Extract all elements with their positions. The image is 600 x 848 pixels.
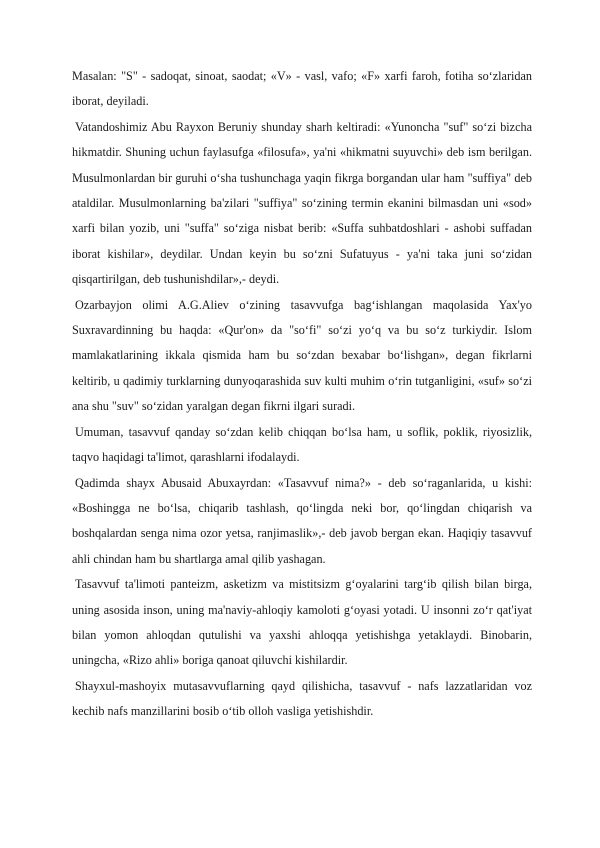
paragraph: Masalan: "S" - sadoqat, sinoat, saodat; «V» - vasl, vafo; «F» xarfi faroh, fotiha so‘zlaridan iborat, deyiladi.: [72, 69, 532, 109]
body-text: [72, 64, 532, 725]
paragraph: Vatandoshimiz Abu Rayxon Beruniy shunday sharh keltiradi: «Yunoncha "suf" so‘zi bizcha hikmatdir. Shuning uchun faylasufga «filosufa», ya'ni «hikmatni suyuvchi» deb ism berilgan. Musulmonlardan bir guruhi o‘sha tushunchaga yaqin fikrga borgandan ular ham "suffiya" deb ataldilar. Musulmonlarning ba'zilari "suffiya" so‘zining termin ekanini bilmasdan uni «sod» xarfi bilan yozib, uni "suffa" so‘ziga nisbat berib: «Suffa suhbatdoshlari - ashobi suffadan iborat kishilar», deydilar. Undan keyin bu so‘zni Sufatuyus - ya'ni taka juni so‘zidan qisqartirilgan, deb tushunishdilar»,- deydi.: [72, 119, 532, 287]
paragraph: Umuman, tasavvuf qanday so‘zdan kelib chiqqan bo‘lsa ham, u soflik, poklik, riyosizlik, taqvo haqidagi ta'limot, qarashlarni ifodalaydi.: [72, 424, 532, 465]
paragraph: Tasavvuf ta'limoti panteizm, asketizm va mistitsizm g‘oyalarini targ‘ib qilish bilan birga, uning asosida inson, uning ma'naviy-ahloqiy kamoloti g‘oyasi yotadi. U insonni zo‘r qat'iyat bilan yomon ahloqdan qutulishi va yaxshi ahloqqa yetishishga yetaklaydi. Binobarin, uningcha, «Rizo ahli» boriga qanoat qiluvchi kishilardir.: [72, 577, 532, 668]
paragraph: Shayxul-mashoyix mutasavvuflarning qayd qilishicha, tasavvuf - nafs lazzatlaridan voz kechib nafs manzillarini bosib o‘tib olloh vasliga yetishishdir.: [72, 678, 532, 719]
paragraph: Qadimda shayx Abusaid Abuxayrdan: «Tasavvuf nima?» - deb so‘raganlarida, u kishi: «Boshingga ne bo‘lsa, chiqarib tashlash, qo‘lingda neki bor, qo‘lingdan chiqarish va boshqalardan senga nima ozor yetsa, ranjimaslik»,- deb javob bergan ekan. Haqiqiy tasavvuf ahli chindan ham bu shartlarga amal qilib yashagan.: [72, 475, 532, 566]
paragraph: Ozarbayjon olimi A.G.Aliev o‘zining tasavvufga bag‘ishlangan maqolasida Yax'yo Suxravardinning bu haqda: «Qur'on» da "so‘fi" so‘zi yo‘q va bu so‘z turkiydir. Islom mamlakatlarining ikkala qismida ham bu so‘zdan bexabar bo‘lishgan», degan fikrlarni keltirib, u qadimiy turklarning dunyoqarashida suv kulti muhim o‘rin tutganligini, «suf» so‘zi ana shu "suv" so‘zidan yaralgan degan fikrni ilgari suradi.: [72, 297, 532, 414]
